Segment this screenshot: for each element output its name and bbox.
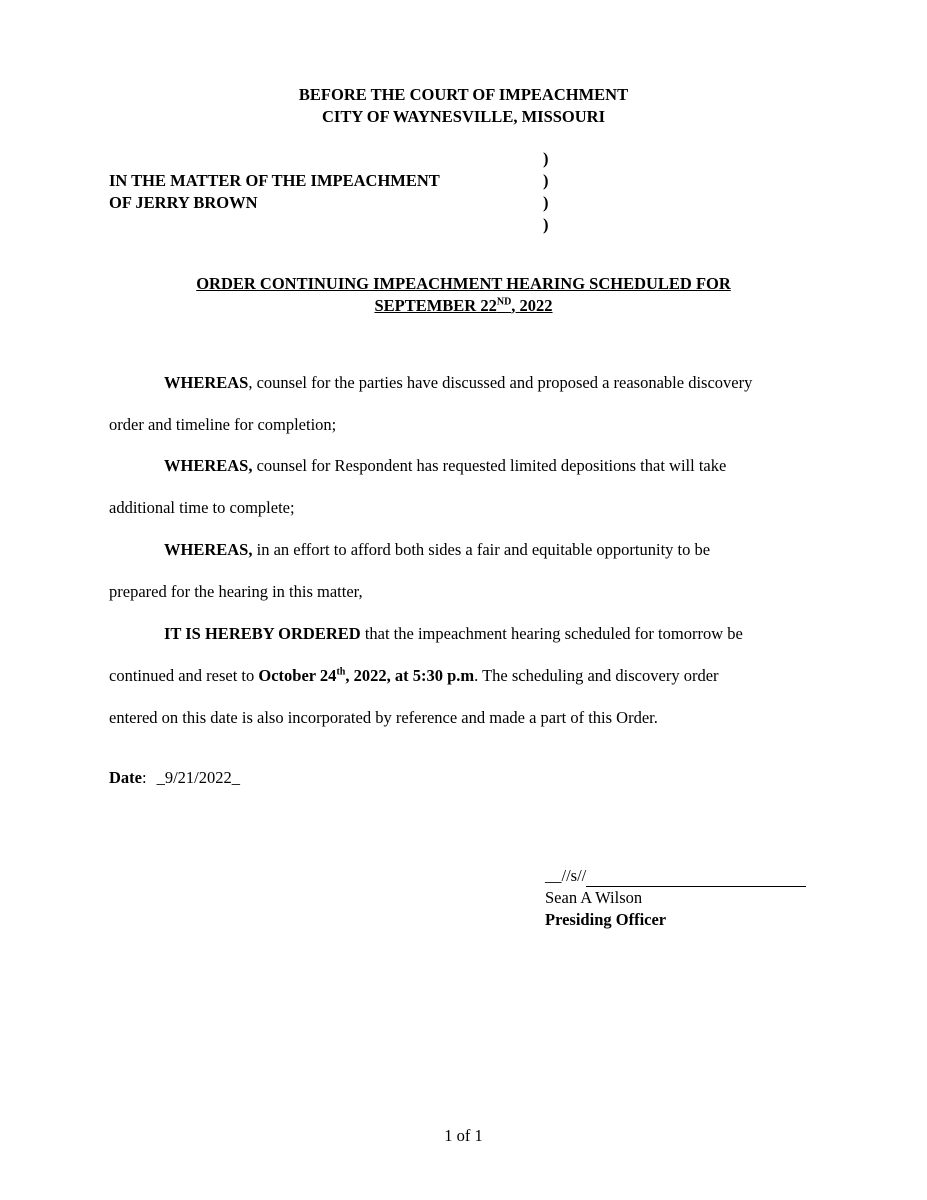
ordered-line-2: [109, 665, 719, 687]
order-title-date: SEPTEMBER 22: [374, 296, 497, 315]
body-text: continued and reset to: [109, 666, 259, 685]
date-value: _9/21/2022_: [156, 768, 240, 787]
ordered-label: IT IS HEREBY ORDERED: [164, 624, 361, 643]
body-text: counsel for Respondent has requested limited depositions that will take: [252, 456, 727, 475]
case-caption: [109, 170, 440, 214]
signature-underline: [586, 868, 806, 887]
page-number: 1 of 1: [444, 1126, 483, 1145]
order-title: [0, 273, 927, 317]
court-name: BEFORE THE COURT OF IMPEACHMENT: [298, 85, 629, 104]
court-location: CITY OF WAYNESVILLE, MISSOURI: [321, 107, 606, 126]
caption-paren: ): [543, 149, 549, 168]
signature-line: [545, 865, 806, 887]
whereas-3-line-2: prepared for the hearing in this matter,: [109, 582, 363, 601]
body-text: . The scheduling and discovery order: [474, 666, 719, 685]
whereas-label: WHEREAS,: [164, 456, 253, 475]
new-hearing-ordinal: th: [336, 666, 346, 678]
whereas-3-line-1: [164, 539, 710, 561]
whereas-2-line-1: [164, 455, 726, 477]
signer-title: Presiding Officer: [545, 910, 667, 929]
court-header: [0, 84, 927, 128]
caption-paren: ): [543, 193, 549, 212]
signer-name: Sean A Wilson: [545, 888, 643, 907]
body-text: , counsel for the parties have discussed and proposed a reasonable discovery: [248, 373, 753, 392]
date-label: Date: [109, 768, 142, 787]
whereas-2-line-2: additional time to complete;: [109, 498, 295, 517]
signature-block: [545, 865, 806, 931]
whereas-1-line-1: [164, 372, 752, 394]
caption-line-2: OF JERRY BROWN: [109, 193, 258, 212]
order-title-line-2: [0, 295, 927, 317]
order-title-line-1: ORDER CONTINUING IMPEACHMENT HEARING SCHEDULED FOR: [196, 274, 731, 293]
caption-parentheses: [543, 148, 549, 236]
signature-mark: __//s//: [545, 866, 587, 885]
whereas-label: WHEREAS,: [164, 540, 253, 559]
caption-paren: ): [543, 215, 549, 234]
body-text: that the impeachment hearing scheduled for tomorrow be: [360, 624, 743, 643]
whereas-label: WHEREAS: [164, 373, 249, 392]
date-colon: :: [141, 768, 147, 787]
caption-paren: ): [543, 171, 549, 190]
ordered-line-3: entered on this date is also incorporated by reference and made a part of this Order.: [109, 708, 658, 727]
date-line: [109, 767, 240, 789]
new-hearing-date: October 24: [258, 666, 337, 685]
new-hearing-time: , 2022, at 5:30 p.m: [345, 666, 475, 685]
ordered-line-1: [164, 623, 743, 645]
order-title-ordinal: ND: [496, 296, 512, 308]
whereas-1-line-2: order and timeline for completion;: [109, 415, 337, 434]
caption-line-1: IN THE MATTER OF THE IMPEACHMENT: [109, 171, 440, 190]
order-title-year: , 2022: [511, 296, 553, 315]
body-text: in an effort to afford both sides a fair and equitable opportunity to be: [252, 540, 711, 559]
